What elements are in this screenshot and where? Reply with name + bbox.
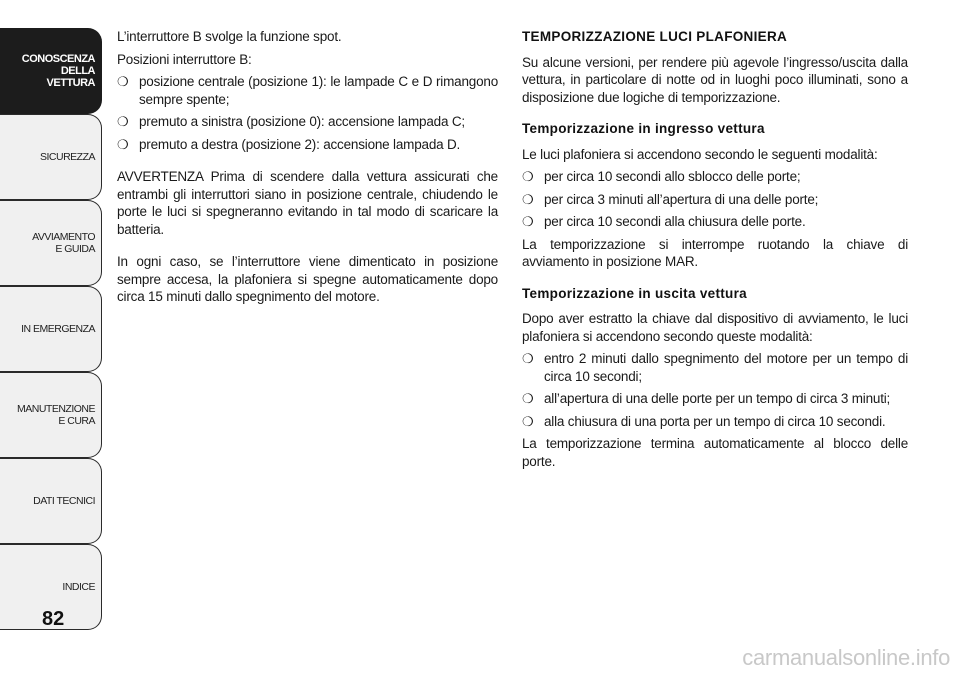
list-item-text: posizione centrale (posizione 1): le lampade C e D rimangono sempre spente; — [139, 74, 498, 107]
list-item — [522, 168, 908, 186]
tab-in-emergenza[interactable]: IN EMERGENZA — [0, 286, 102, 372]
bullet-circle-icon: ❍ — [522, 191, 534, 207]
tab-conoscenza-della-vettura[interactable]: CONOSCENZA DELLA VETTURA — [0, 28, 102, 114]
list-item-text: per circa 3 minuti all’apertura di una delle porte; — [544, 191, 819, 207]
list-item-text: premuto a sinistra (posizione 0): accensione lampada C; — [139, 114, 465, 129]
list-item — [522, 213, 908, 231]
list-item-text: alla chiusura di una porta per un tempo di circa 10 secondi. — [544, 413, 886, 429]
bullet-circle-icon: ❍ — [117, 74, 129, 89]
left-column — [117, 28, 498, 311]
bullet-circle-icon: ❍ — [522, 413, 534, 429]
paragraph: In ogni caso, se l’interruttore viene dimenticato in posizione sempre accesa, la plafoniera si spegne automaticamente dopo circa 15 minuti dallo spegnimento del motore. — [117, 254, 498, 304]
right-column — [522, 28, 908, 475]
paragraph: Su alcune versioni, per rendere più agevole l’ingresso/uscita dalla vettura, in particolare di notte od in luoghi poco illuminati, sono a disposizione due logiche di temporizzazione. — [522, 54, 908, 105]
tab-sicurezza[interactable]: SICUREZZA — [0, 114, 102, 200]
bullet-circle-icon: ❍ — [117, 114, 129, 129]
bullet-circle-icon: ❍ — [117, 136, 129, 152]
tab-dati-tecnici[interactable]: DATI TECNICI — [0, 458, 102, 544]
watermark: carmanualsonline.info — [742, 645, 950, 670]
list-item-text: entro 2 minuti dallo spegnimento del motore per un tempo di circa 10 secondi; — [544, 351, 908, 384]
paragraph: Posizioni interruttore B: — [117, 51, 252, 67]
page-number: 82 — [42, 608, 65, 630]
list-item — [117, 136, 498, 154]
tab-avviamento-e-guida[interactable]: AVVIAMENTO E GUIDA — [0, 200, 102, 286]
bullet-circle-icon: ❍ — [522, 214, 534, 229]
list-item — [117, 113, 498, 131]
bullet-circle-icon: ❍ — [522, 391, 534, 406]
paragraph: Le luci plafoniera si accendono secondo le seguenti modalità: — [522, 146, 878, 162]
list-item-text: all’apertura di una delle porte per un tempo di circa 3 minuti; — [544, 391, 891, 406]
list-item — [522, 350, 908, 385]
bullet-circle-icon: ❍ — [522, 351, 534, 366]
bullet-circle-icon: ❍ — [522, 169, 534, 184]
list-item-text: per circa 10 secondi alla chiusura delle porte. — [544, 214, 806, 229]
tab-manutenzione-e-cura[interactable]: MANUTENZIONE E CURA — [0, 372, 102, 458]
list-item — [522, 191, 908, 209]
paragraph: L’interruttore B svolge la funzione spot. — [117, 29, 342, 44]
section-title: TEMPORIZZAZIONE LUCI PLAFONIERA — [522, 29, 788, 44]
paragraph: La temporizzazione termina automaticamente al blocco delle porte. — [522, 436, 908, 469]
paragraph: Dopo aver estratto la chiave dal dispositivo di avviamento, le luci plafoniera si accendono secondo queste modalità: — [522, 311, 908, 344]
subsection-heading: Temporizzazione in uscita vettura — [522, 285, 747, 301]
list-item-text: per circa 10 secondi allo sblocco delle porte; — [544, 169, 801, 184]
subsection-heading: Temporizzazione in ingresso vettura — [522, 121, 765, 136]
list-item-text: premuto a destra (posizione 2): accensione lampada D. — [139, 136, 461, 152]
tab-indice[interactable]: INDICE — [0, 544, 102, 630]
list-item — [522, 390, 908, 408]
list-item — [522, 413, 908, 431]
warning-paragraph: AVVERTENZA Prima di scendere dalla vettura assicurati che entrambi gli interruttori siano in posizione centrale, chiudendo le porte le luci si spegneranno evitando in tal modo di scaricare la batteria. — [117, 169, 498, 237]
paragraph: La temporizzazione si interrompe ruotando la chiave di avviamento in posizione MAR. — [522, 236, 908, 269]
list-item — [117, 73, 498, 108]
